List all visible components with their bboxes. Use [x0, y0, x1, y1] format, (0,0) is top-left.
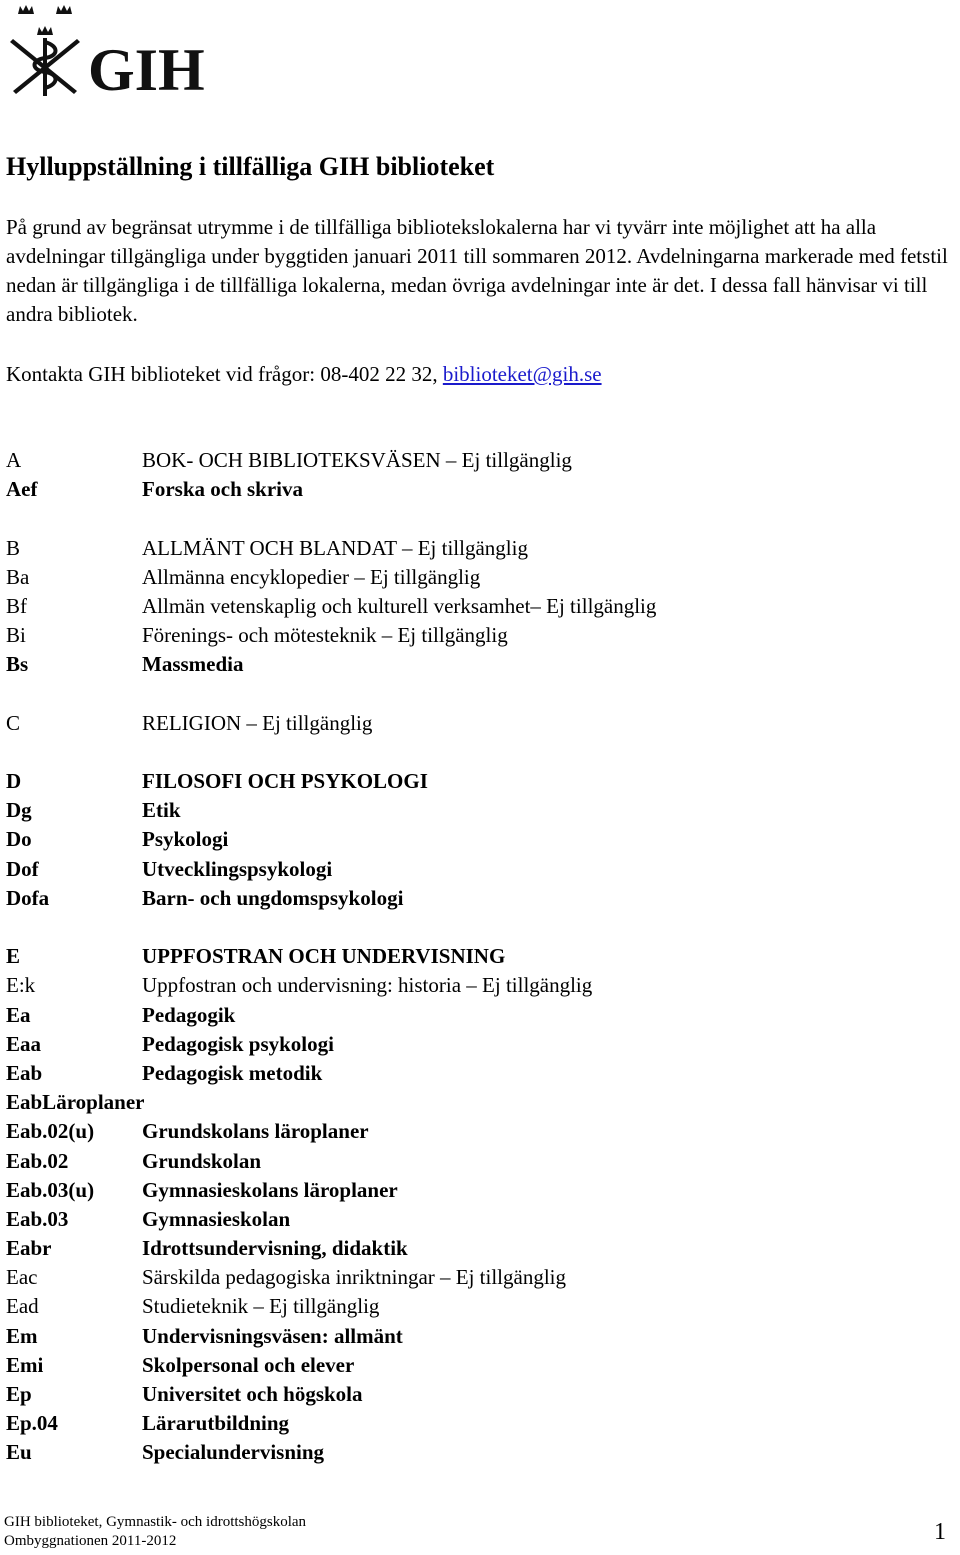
classification-description: Pedagogik — [142, 1002, 236, 1027]
classification-description: Idrottsundervisning, didaktik — [142, 1236, 408, 1261]
classification-code: Eaa — [6, 1031, 42, 1056]
classification-code: Eabr — [6, 1236, 52, 1261]
classification-code: Bs — [6, 652, 29, 677]
classification-description: Gymnasieskolans läroplaner — [142, 1177, 398, 1202]
classification-row — [6, 971, 946, 1000]
gih-crown-staff-logo-icon — [4, 2, 224, 100]
classification-code: Bf — [6, 593, 27, 618]
classification-description: FILOSOFI OCH PSYKOLOGI — [142, 769, 428, 794]
footer-line-1: GIH biblioteket, Gymnastik- och idrottshögskolan — [4, 1514, 307, 1530]
page-title: Hylluppställning i tillfälliga GIH biblioteket — [6, 152, 495, 181]
classification-code: Ep — [6, 1382, 32, 1406]
classification-code: A — [6, 448, 22, 472]
classification-code: Do — [6, 827, 32, 852]
classification-code: Eab.03 — [6, 1206, 69, 1231]
classification-code: Emi — [6, 1352, 44, 1377]
classification-description: Massmedia — [142, 652, 244, 677]
classification-row — [6, 1234, 946, 1263]
classification-row — [6, 1322, 946, 1351]
classification-code: E:k — [6, 973, 36, 998]
classification-description: Uppfostran och undervisning: historia – Ej tillgänglig — [142, 973, 593, 998]
classification-row — [6, 1147, 946, 1176]
classification-description: Barn- och ungdomspsykologi — [142, 885, 404, 910]
classification-description: ALLMÄNT OCH BLANDAT – Ej tillgänglig — [142, 535, 528, 560]
classification-row — [6, 621, 946, 650]
classification-row — [6, 1205, 946, 1234]
classification-row — [6, 563, 946, 592]
classification-code: EabLäroplaner — [6, 1090, 145, 1115]
footer — [4, 1513, 306, 1551]
classification-row — [6, 884, 946, 913]
classification-code: C — [6, 710, 21, 735]
contact-text: Kontakta GIH biblioteket vid frågor: 08-402 22 32, — [6, 362, 438, 386]
classification-description: Undervisningsväsen: allmänt — [142, 1323, 403, 1348]
classification-row — [6, 592, 946, 621]
classification-description: Studieteknik – Ej tillgänglig — [142, 1294, 380, 1319]
classification-code: Ep.04 — [6, 1411, 58, 1436]
classification-description: Psykologi — [142, 827, 229, 852]
classification-code: E — [6, 944, 21, 969]
classification-description: Förenings- och mötesteknik – Ej tillgänglig — [142, 623, 508, 648]
classification-code: B — [6, 535, 21, 560]
classification-row — [6, 1438, 946, 1467]
classification-code: Bi — [6, 623, 26, 648]
classification-code: Ba — [6, 564, 30, 589]
classification-code: Em — [6, 1323, 38, 1348]
classification-row — [6, 475, 946, 504]
classification-row — [6, 1088, 946, 1117]
classification-row — [6, 1176, 946, 1205]
classification-description: Etik — [142, 798, 181, 823]
classification-code: Dof — [6, 856, 39, 881]
classification-description: Universitet och högskola — [142, 1382, 363, 1406]
classification-description: Lärarutbildning — [142, 1411, 290, 1436]
contact-line — [6, 360, 602, 389]
svg-text:GIH: GIH — [88, 37, 205, 100]
classification-row — [6, 1292, 946, 1321]
classification-code: Ead — [6, 1294, 39, 1319]
classification-description: Skolpersonal och elever — [142, 1352, 355, 1377]
group-spacer — [6, 738, 946, 767]
classification-code: Eac — [6, 1265, 38, 1290]
email-link[interactable]: biblioteket@gih.se — [442, 362, 602, 386]
classification-code: Eab.03(u) — [6, 1177, 95, 1202]
classification-description: Grundskolans läroplaner — [142, 1119, 369, 1144]
classification-description: Allmänna encyklopedier – Ej tillgänglig — [142, 564, 481, 589]
classification-code: Eab.02 — [6, 1148, 69, 1173]
classification-description: BOK- OCH BIBLIOTEKSVÄSEN – Ej tillgänglig — [142, 448, 572, 472]
classification-row — [6, 1263, 946, 1292]
classification-row — [6, 825, 946, 854]
classification-row — [6, 1117, 946, 1146]
classification-description: Forska och skriva — [142, 477, 304, 502]
classification-code: Eu — [6, 1440, 32, 1465]
classification-row — [6, 709, 946, 738]
classification-row — [6, 1380, 946, 1409]
classification-description: Grundskolan — [142, 1148, 262, 1173]
classification-code: Eab — [6, 1060, 43, 1085]
classification-row — [6, 942, 946, 971]
classification-row — [6, 446, 946, 475]
classification-code: Ea — [6, 1002, 31, 1027]
classification-description: Specialundervisning — [142, 1440, 325, 1465]
classification-code: Aef — [6, 477, 38, 502]
classification-code: Dofa — [6, 885, 50, 910]
classification-row — [6, 767, 946, 796]
classification-row — [6, 650, 946, 679]
classification-row — [6, 1351, 946, 1380]
classification-description: Allmän vetenskaplig och kulturell verksamhet– Ej tillgänglig — [142, 593, 657, 618]
classification-row — [6, 534, 946, 563]
classification-code: Eab.02(u) — [6, 1119, 95, 1144]
classification-code: Dg — [6, 798, 32, 823]
classification-description: Gymnasieskolan — [142, 1206, 291, 1231]
classification-row — [6, 1030, 946, 1059]
classification-code: D — [6, 769, 22, 794]
page-number: 1 — [934, 1519, 946, 1545]
classification-row — [6, 1001, 946, 1030]
classification-row — [6, 855, 946, 884]
classification-description: RELIGION – Ej tillgänglig — [142, 710, 373, 735]
group-spacer — [6, 504, 946, 533]
group-spacer — [6, 913, 946, 942]
classification-row — [6, 1059, 946, 1088]
classification-description: Särskilda pedagogiska inriktningar – Ej tillgänglig — [142, 1265, 567, 1290]
classification-description: Pedagogisk psykologi — [142, 1031, 334, 1056]
classification-row — [6, 796, 946, 825]
classification-list — [6, 446, 946, 1468]
classification-description: UPPFOSTRAN OCH UNDERVISNING — [142, 944, 506, 969]
classification-row — [6, 1409, 946, 1438]
classification-description: Pedagogisk metodik — [142, 1060, 323, 1085]
classification-description: Utvecklingspsykologi — [142, 856, 333, 881]
footer-line-2: Ombyggnationen 2011-2012 — [4, 1533, 177, 1549]
group-spacer — [6, 680, 946, 709]
intro-paragraph: På grund av begränsat utrymme i de tillfälliga bibliotekslokalerna har vi tyvärr inte möjlighet att ha alla avdelningar tillgängliga under byggtiden januari 2011 till sommaren 2012. Avdelningarna markerade med fetstil nedan är tillgängliga i de tillfälliga lokalerna, medan övriga avdelningar inte är det. I dessa fall hänvisar vi till andra bibliotek. — [6, 215, 948, 326]
gih-logo — [4, 2, 224, 100]
